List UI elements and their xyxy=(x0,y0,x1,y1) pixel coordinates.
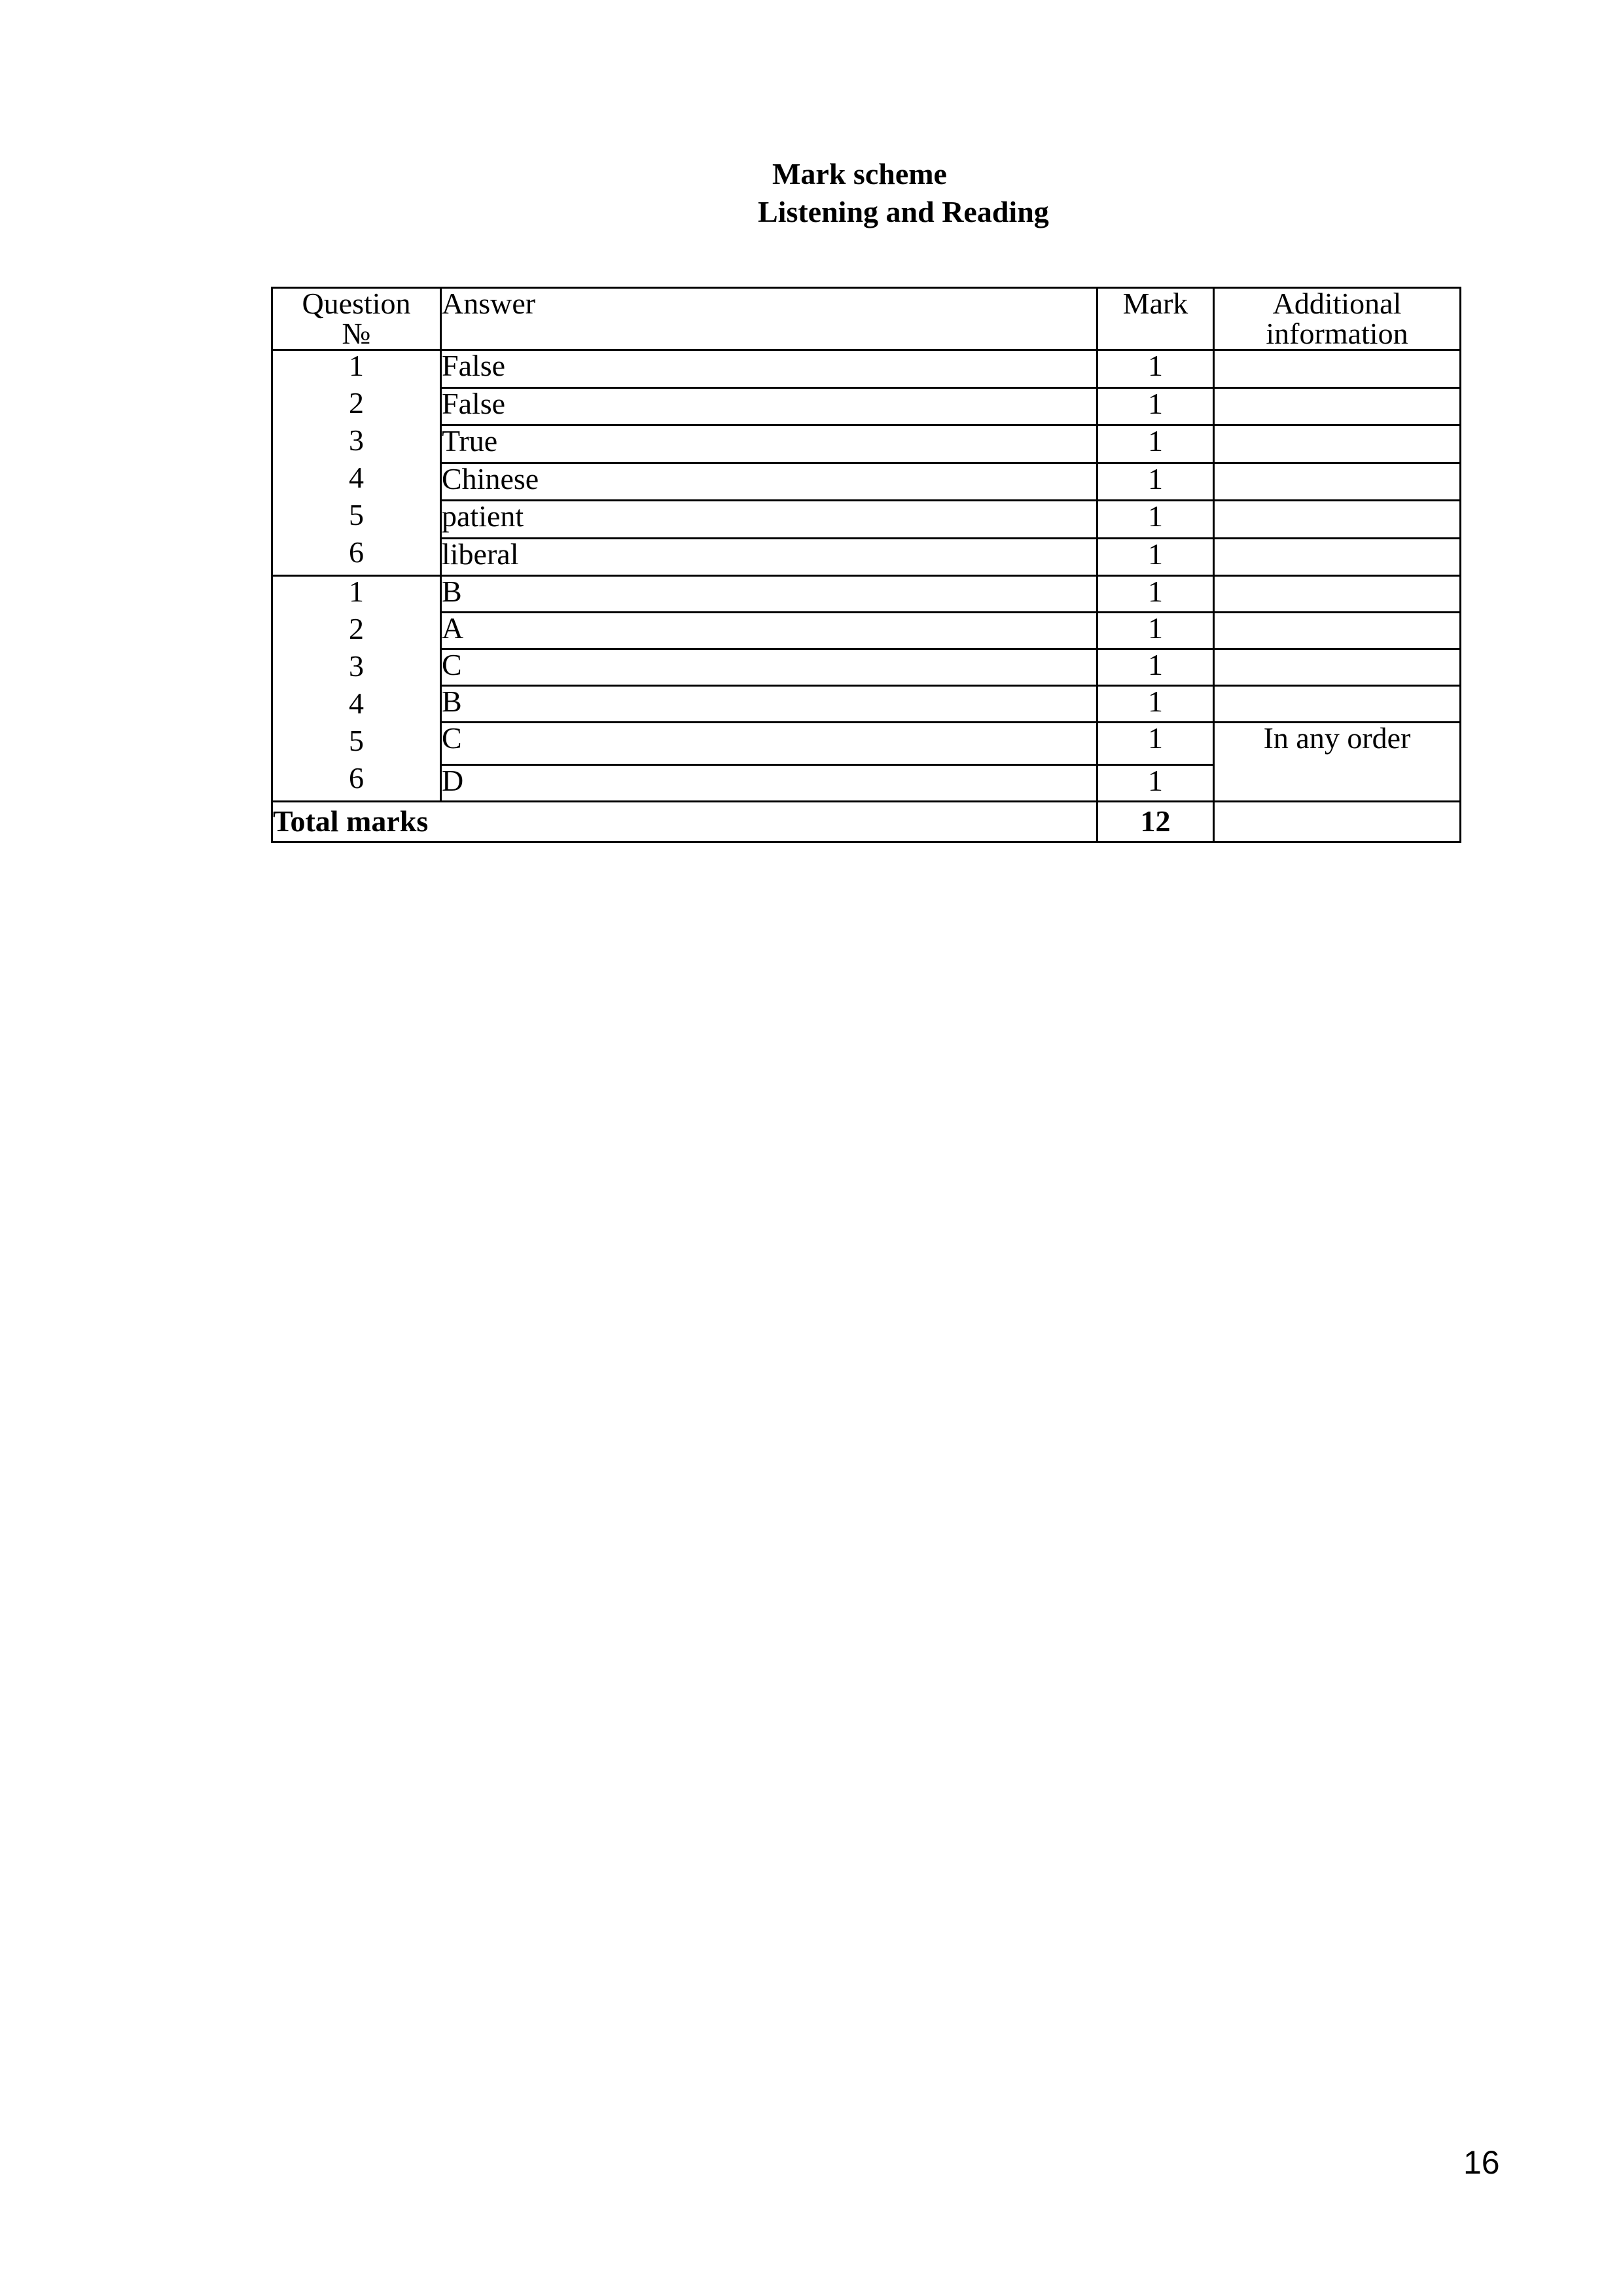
table-header-row xyxy=(272,288,1461,350)
info-cell xyxy=(1214,425,1461,463)
question-number: 1 xyxy=(349,349,364,382)
header-additional-line1: Additional xyxy=(1272,287,1402,320)
mark-cell: 1 xyxy=(1097,463,1214,501)
info-cell xyxy=(1214,649,1461,686)
table-row xyxy=(272,723,1461,765)
question-numbers-section-2 xyxy=(272,576,441,802)
mark-cell: 1 xyxy=(1097,765,1214,802)
question-number: 3 xyxy=(349,649,364,683)
total-marks-label: Total marks xyxy=(272,802,1097,842)
question-numbers-section-1 xyxy=(272,350,441,576)
info-cell xyxy=(1214,686,1461,723)
total-info-cell xyxy=(1214,802,1461,842)
table-row xyxy=(272,501,1461,539)
mark-cell: 1 xyxy=(1097,686,1214,723)
mark-cell: 1 xyxy=(1097,649,1214,686)
table-row xyxy=(272,649,1461,686)
answer-cell: D xyxy=(441,765,1097,802)
table-row xyxy=(272,538,1461,576)
header-question-label: Question xyxy=(302,287,411,320)
header-additional-line2: information xyxy=(1266,317,1408,350)
question-number: 6 xyxy=(349,761,364,795)
question-number: 2 xyxy=(349,386,364,420)
question-number: 6 xyxy=(349,535,364,569)
answer-cell: Chinese xyxy=(441,463,1097,501)
question-number: 2 xyxy=(349,612,364,645)
answer-cell: patient xyxy=(441,501,1097,539)
mark-cell: 1 xyxy=(1097,425,1214,463)
question-number: 1 xyxy=(349,575,364,608)
mark-cell: 1 xyxy=(1097,723,1214,765)
question-number: 4 xyxy=(349,687,364,720)
mark-cell: 1 xyxy=(1097,576,1214,613)
question-number: 4 xyxy=(349,461,364,494)
total-marks-value: 12 xyxy=(1097,802,1214,842)
header-question xyxy=(272,288,441,350)
header-answer: Answer xyxy=(441,288,1097,350)
question-number: 5 xyxy=(349,498,364,531)
table-row xyxy=(272,463,1461,501)
answer-cell: liberal xyxy=(441,538,1097,576)
table-row xyxy=(272,613,1461,649)
info-cell xyxy=(1214,538,1461,576)
answer-cell: False xyxy=(441,350,1097,388)
mark-scheme-table xyxy=(271,287,1461,843)
answer-cell: True xyxy=(441,425,1097,463)
info-cell xyxy=(1214,576,1461,613)
table-row xyxy=(272,425,1461,463)
header-question-symbol: № xyxy=(342,317,371,350)
page-subtitle: Listening and Reading xyxy=(758,195,1049,228)
table-row xyxy=(272,350,1461,388)
page-title: Mark scheme xyxy=(772,157,947,190)
answer-cell: C xyxy=(441,723,1097,765)
info-cell xyxy=(1214,501,1461,539)
header-mark: Mark xyxy=(1097,288,1214,350)
info-cell-in-any-order: In any order xyxy=(1214,723,1461,802)
mark-cell: 1 xyxy=(1097,350,1214,388)
table-row xyxy=(272,576,1461,613)
mark-cell: 1 xyxy=(1097,613,1214,649)
page-number: 16 xyxy=(1463,2144,1500,2181)
mark-cell: 1 xyxy=(1097,538,1214,576)
info-cell xyxy=(1214,350,1461,388)
info-cell xyxy=(1214,387,1461,425)
question-number: 5 xyxy=(349,724,364,757)
answer-cell: C xyxy=(441,649,1097,686)
answer-cell: B xyxy=(441,686,1097,723)
info-cell xyxy=(1214,463,1461,501)
answer-cell: A xyxy=(441,613,1097,649)
header-additional-information xyxy=(1214,288,1461,350)
answer-cell: False xyxy=(441,387,1097,425)
table-row xyxy=(272,686,1461,723)
question-number: 3 xyxy=(349,423,364,457)
table-row xyxy=(272,387,1461,425)
answer-cell: B xyxy=(441,576,1097,613)
info-cell xyxy=(1214,613,1461,649)
mark-cell: 1 xyxy=(1097,387,1214,425)
mark-cell: 1 xyxy=(1097,501,1214,539)
total-row xyxy=(272,802,1461,842)
